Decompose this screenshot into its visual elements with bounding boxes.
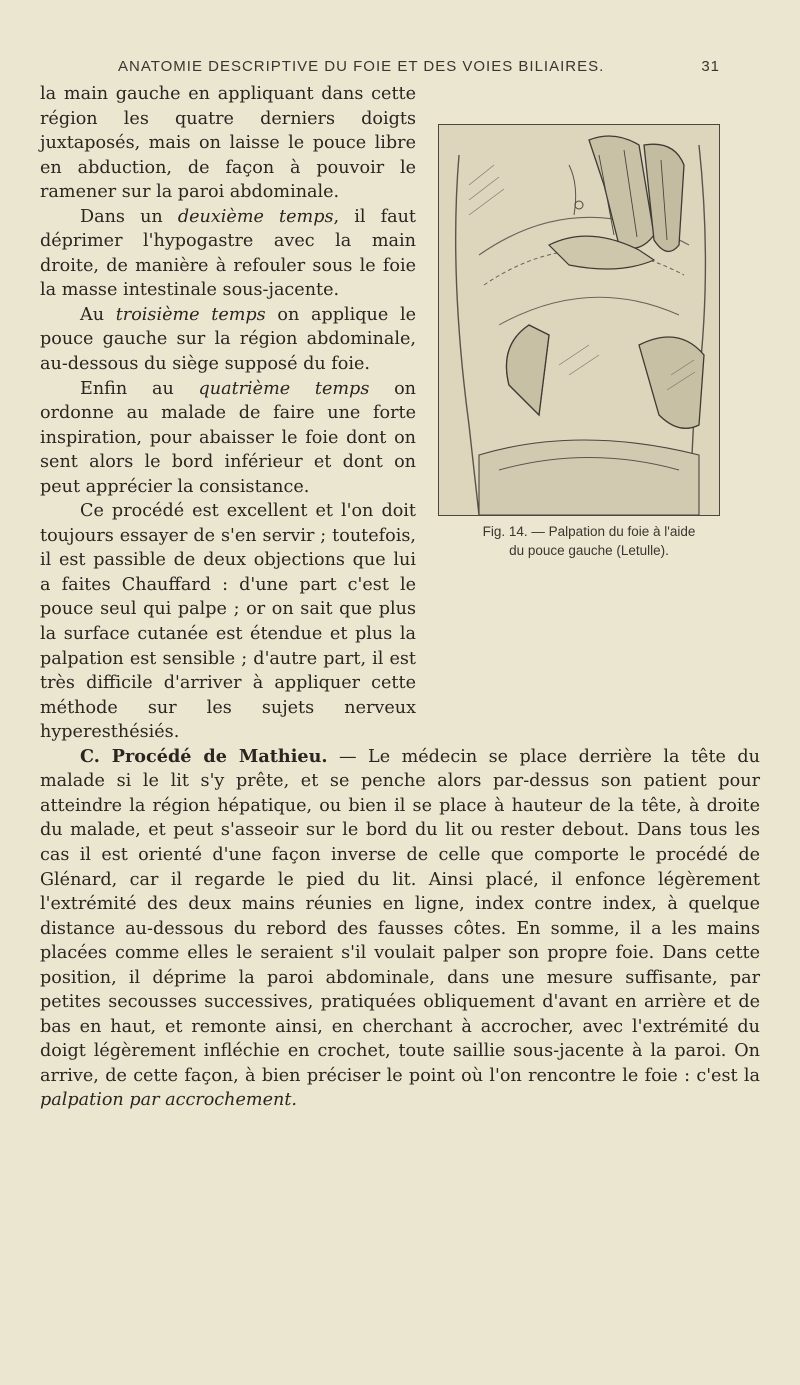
paragraph-4: Enfin au quatrième temps on ordonne au malade de faire une forte inspiration, pour abaisser le foie dont on sent alors le bord inférieur et dont on peut apprécier la consistance.	[40, 378, 416, 497]
paragraph-6: C. Procédé de Mathieu. — Le médecin se place derrière la tête du malade si le lit s'y prête, et se penche alors par-dessus son patient pour atteindre la région hépatique, ou bien il se place à hauteur de la tête, à droite du malade, et peut s'asseoir sur le bord du lit ou rester debout. Dans tous les cas il est orienté d'une façon inverse de celle que comporte le procédé de Glénard, car il regarde le pied du lit. Ainsi placé, il enfonce légèrement l'extrémité des deux mains réunies en ligne, index contre index, à quelque distance au-dessous du rebord des fausses côtes. En somme, il a les mains placées comme elles le seraient s'il voulait palper son propre foie. Dans cette position, il déprime la paroi abdominale, dans une mesure suffisante, par petites secousses successives, pratiquées obliquement d'avant en arrière et de bas en haut, et remonte ainsi, en cherchant à accrocher, avec l'extrémité du doigt légèrement infléchie en crochet, toute saillie sous-jacente à la paroi. On arrive, de cette façon, à bien préciser le point où l'on rencontre le foie : c'est la palpation par accrochement.	[40, 745, 761, 1111]
section-heading-mathieu: C. Procédé de Mathieu.	[80, 745, 328, 767]
emphasis-quatrieme-temps: quatrième temps	[198, 378, 370, 399]
emphasis-troisieme-temps: troisième temps	[115, 304, 266, 325]
caption-line-2: du pouce gauche (Letulle).	[509, 543, 669, 558]
figure-14	[438, 124, 760, 711]
caption-line-1: Fig. 14. — Palpation du foie à l'aide	[482, 524, 696, 539]
body-text	[40, 82, 760, 1113]
figure-caption	[428, 522, 750, 560]
running-title: ANATOMIE DESCRIPTIVE DU FOIE ET DES VOIES BILIAIRES.	[118, 58, 605, 75]
figure-illustration	[438, 124, 720, 516]
page-number: 31	[701, 58, 720, 75]
emphasis-deuxieme-temps: deuxième temps	[177, 206, 334, 227]
paragraph-2: Dans un deuxième temps, il faut déprimer l'hypogastre avec la main droite, de manière à refouler sous le foie la masse intestinale sous-jacente.	[40, 206, 416, 301]
liver-palpation-engraving	[439, 125, 719, 515]
emphasis-palpation-accrochement: palpation par accrochement.	[40, 1090, 297, 1111]
paragraph-3: Au troisième temps on applique le pouce gauche sur la région abdominale, au-dessous du siège supposé du foie.	[40, 304, 416, 375]
paragraph-1: la main gauche en appliquant dans cette région les quatre derniers doigts juxtaposés, mais on laisse le pouce libre en abduction, de façon à pouvoir le ramener sur la paroi abdominale.	[40, 84, 416, 203]
paragraph-5: Ce procédé est excellent et l'on doit toujours essayer de s'en servir ; toutefois, il est passible de deux objections que lui a faites Chauffard : d'une part c'est le pouce seul qui palpe ; or on sait que plus la surface cutanée est étendue et plus la palpation est sensible ; d'autre part, il est très difficile d'arriver à appliquer cette méthode sur les sujets nerveux hyperesthésiés.	[40, 501, 416, 743]
